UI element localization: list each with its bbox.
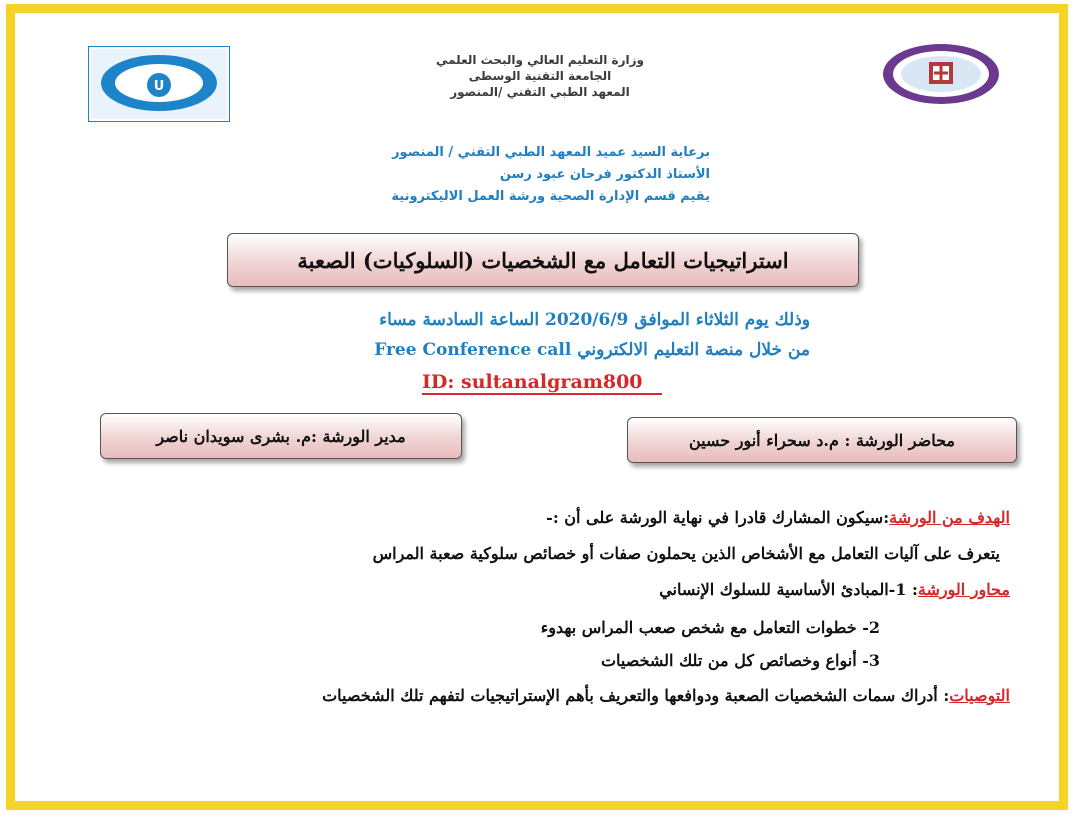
- university-logo-icon: [88, 46, 230, 122]
- axes-item-2: 2- خطوات التعامل مع شخص صعب المراس بهدوء: [540, 618, 880, 637]
- dean-name: الأستاذ الدكتور فرحان عبود رسن: [499, 167, 710, 182]
- workshop-manager: مدير الورشة :م. بشرى سويدان ناصر: [156, 426, 406, 446]
- recommendations-label: التوصيات: [949, 686, 1010, 705]
- institute-line: المعهد الطبي التقني /المنصور: [450, 85, 630, 99]
- recommendations-line: [110, 686, 1010, 705]
- goal-label: الهدف من الورشة: [889, 508, 1010, 527]
- date-line: وذلك يوم الثلاثاء الموافق 2020/6/9 الساعة السادسة مساء: [379, 310, 810, 330]
- goal-line: [380, 508, 1010, 527]
- workshop-title: استراتيجيات التعامل مع الشخصيات (السلوكيات) الصعبة: [297, 247, 789, 273]
- workshop-lecturer: محاضر الورشة : م.د سحراء أنور حسين: [688, 430, 955, 450]
- sponsor-block: [330, 142, 710, 208]
- axes-line: [480, 580, 1010, 599]
- goal-text: :سيكون المشارك قادرا في نهاية الورشة على أن :-: [546, 508, 890, 527]
- axes-item-1: : 1-المبادئ الأساسية للسلوك الإنساني: [659, 580, 918, 599]
- ministry-header: [410, 52, 670, 100]
- axes-item-3: 3- أنواع وخصائص كل من تلك الشخصيات: [600, 651, 880, 670]
- svg-text:U: U: [153, 79, 165, 94]
- workshop-title-box: [227, 233, 859, 287]
- axes-label: محاور الورشة: [917, 580, 1010, 599]
- recommendations-text: : أدراك سمات الشخصيات الصعبة ودوافعها والتعريف بأهم الإستراتيجيات لتفهم تلك الشخصيات: [322, 686, 950, 705]
- meeting-id: ID: sultanalgram800: [422, 371, 662, 395]
- institute-seal-icon: [880, 42, 1002, 106]
- goal-detail: يتعرف على آليات التعامل مع الأشخاص الذين يحملون صفات أو خصائص سلوكية صعبة المراس: [372, 544, 1000, 563]
- workshop-lecturer-box: [627, 417, 1017, 463]
- sponsor-line: برعاية السيد عميد المعهد الطبي التقني / المنصور: [392, 145, 710, 160]
- platform-line: من خلال منصة التعليم الالكتروني Free Conference call: [374, 340, 810, 360]
- workshop-manager-box: [100, 413, 462, 459]
- department-line: يقيم قسم الإدارة الصحية ورشة العمل الاليكترونية: [391, 189, 710, 204]
- ministry-line: وزارة التعليم العالي والبحث العلمي: [435, 53, 645, 67]
- university-line: الجامعة التقنية الوسطى: [468, 69, 612, 83]
